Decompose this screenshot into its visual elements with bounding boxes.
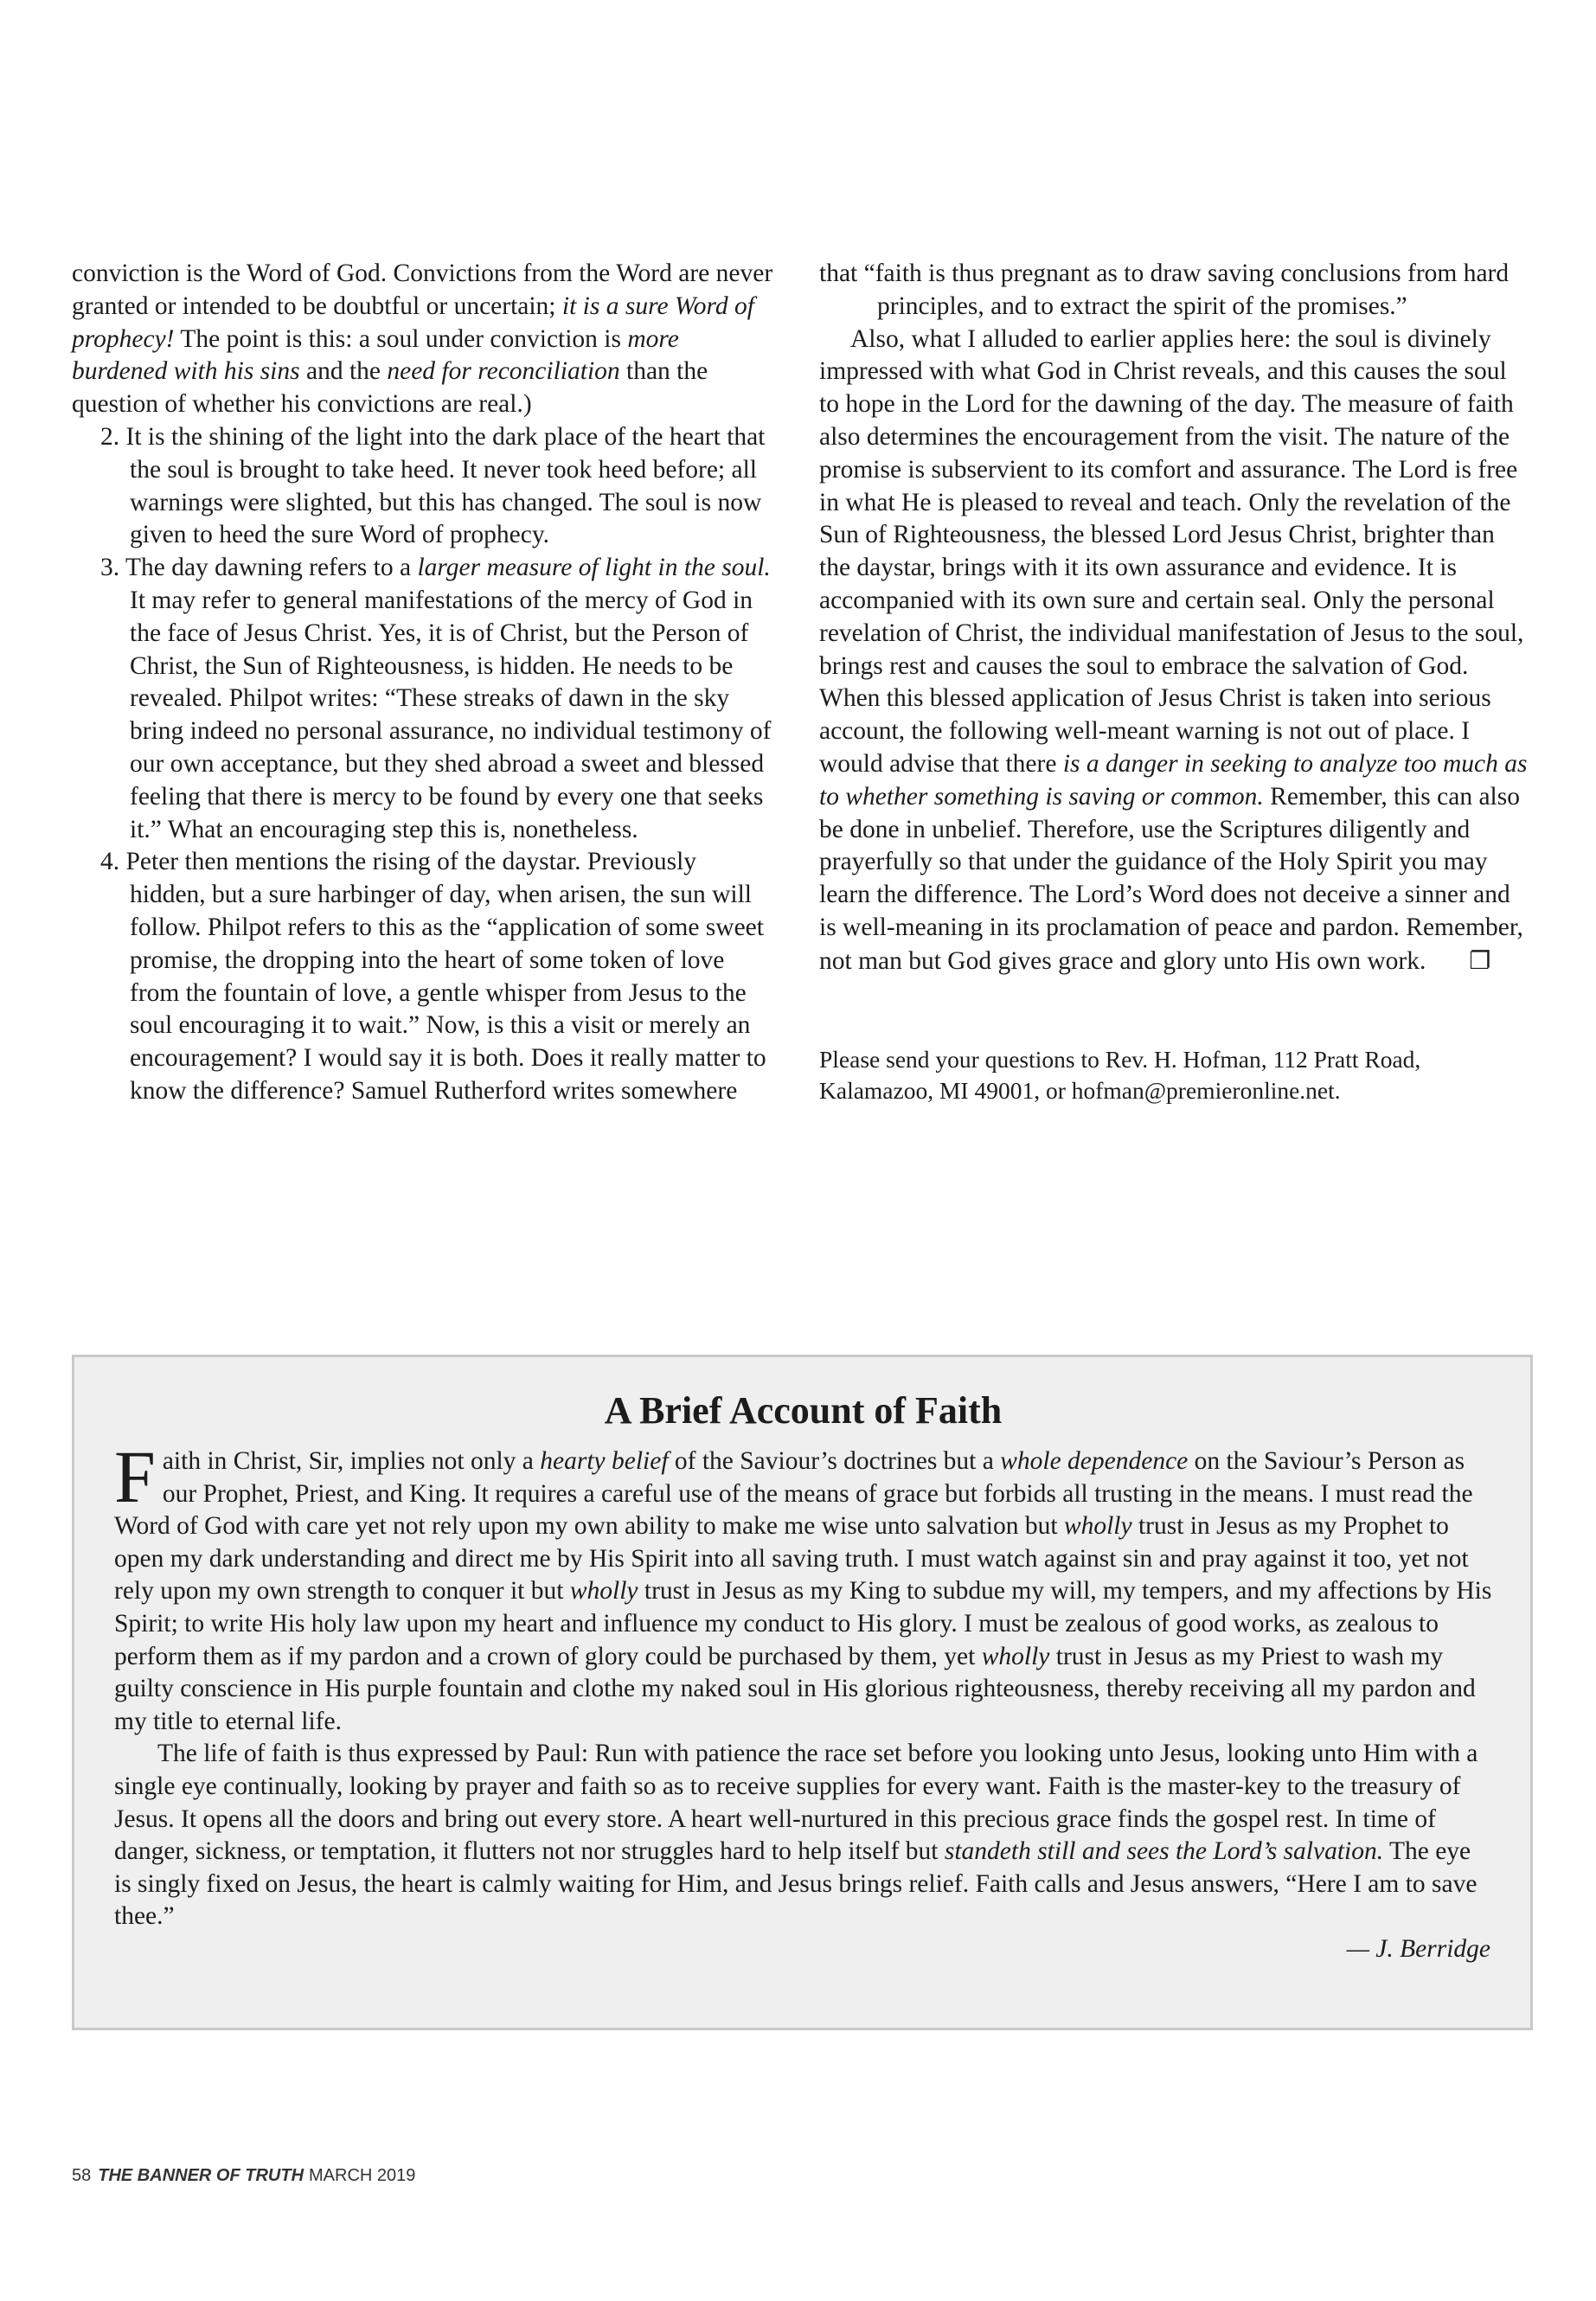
list-item: 3. The day dawning refers to a larger measure of light in the soul. It may refer to general manifestations of the mercy of God in the face of Jesus Christ. Yes, it is of Christ, but the Person of Christ, the Sun of Righteousness, is hidden. He needs to be revealed. Philpot writes: “These streaks of dawn in the sky bring indeed no personal assurance, no individual testimony of our own acceptance, but they shed abroad a sweet and blessed feeling that there is mercy to be found by every one that seeks it.” What an encouraging step this is, nonetheless. [100, 554, 772, 843]
page-footer [72, 2166, 415, 2186]
faith-paragraph-2: The life of faith is thus expressed by Paul: Run with patience the race set before you looking unto Jesus, looking unto Him with a single eye continually, looking by prayer and faith so as to receive supplies for every want. Faith is the master-key to the treasury of Jesus. It opens all the doors and bring out every store. A heart well-nurtured in this precious grace finds the gospel rest. In time of danger, sickness, or temptation, it flutters not nor struggles hard to help itself but standeth still and sees the Lord’s salvation. The eye is singly fixed on Jesus, the heart is calmly waiting for Him, and Jesus brings relief. Faith calls and Jesus answers, “Here I am to save thee.” [114, 1740, 1478, 1931]
faith-sidebar-box [72, 1355, 1533, 2030]
issue-date: MARCH 2019 [309, 2166, 416, 2185]
end-mark-icon: ❐ [1469, 945, 1491, 975]
body-paragraph: Also, what I alluded to earlier applies here: the soul is divinely impressed with what God in Christ reveals, and this causes the soul to hope in the Lord for the dawning of the day. The measure of faith also determines the encouragement from the visit. The nature of the promise is subservient to its comfort and assurance. The Lord is free in what He is pleased to reveal and teach. Only the revelation of the Sun of Righteousness, the blessed Lord Jesus Christ, brighter than the daystar, brings with it its own assurance and evidence. It is accompanied with its own sure and certain seal. Only the personal revelation of Christ, the individual manifestation of Jesus to the soul, brings rest and causes the soul to embrace the salvation of God. When this blessed application of Jesus Christ is taken into serious account, the following well-meant warning is not out of place. I would advise that there is a danger in seeking to analyze too much as to whether something is saving or common. Remember, this can also be done in unbelief. Therefore, use the Scriptures diligently and prayerfully so that under the guidance of the Holy Spirit you may learn the difference. The Lord’s Word does not deceive a sinner and is well-meaning in its proclamation of peace and pardon. Remember, not man but God gives grace and glory unto His own work. ❐ [819, 324, 1530, 978]
page-number: 58 [72, 2166, 92, 2185]
quote-continuation: that “faith is thus pregnant as to draw saving conclusions from hard principles, and to extract the spirit of the promises.” [819, 260, 1509, 320]
questions-note: Please send your questions to Rev. H. Hofman, 112 Pratt Road, Kalamazoo, MI 49001, or hofman@premieronline.net. [819, 1045, 1421, 1104]
magazine-title: THE BANNER OF TRUTH [98, 2166, 304, 2185]
left-column [72, 258, 777, 1108]
list-item: 4. Peter then mentions the rising of the daystar. Previously hidden, but a sure harbinger of day, when arisen, the sun will follow. Philpot refers to this as the “application of some sweet promise, the dropping into the heart of some token of love from the fountain of love, a gentle whisper from Jesus to the soul encouraging it to wait.” Now, is this a visit or merely an encouragement? I would say it is both. Does it really matter to know the difference? Samuel Rutherford writes somewhere [100, 848, 766, 1105]
box-title: A Brief Account of Faith [604, 1389, 1003, 1432]
intro-paragraph: conviction is the Word of God. Convictions from the Word are never granted or intended to be doubtful or uncertain; it is a sure Word of prophecy! The point is this: a soul under conviction is more burdened with his sins and the need for reconciliation than the question of whether his convictions are real.) [72, 260, 773, 419]
numbered-list [72, 421, 777, 1108]
drop-cap: F [114, 1435, 156, 1518]
attribution: — J. Berridge [1346, 1934, 1490, 1963]
faith-paragraph-1: Faith in Christ, Sir, implies not only a hearty belief of the Saviour’s doctrines but a whole dependence on the Saviour’s Person as our Prophet, Priest, and King. It requires a careful use of the means of grace but forbids all trusting in the means. I must read the Word of God with care yet not rely upon my own ability to make me wise unto salvation but wholly trust in Jesus as my Prophet to open my dark understanding and direct me by His Spirit into all saving truth. I must watch against sin and pray against it too, yet not rely upon my own strength to conquer it but wholly trust in Jesus as my King to subdue my will, my tempers, and my affections by His Spirit; to write His holy law upon my heart and influence my conduct to His glory. I must be zealous of good works, as zealous to perform them as if my pardon and a crown of glory could be purchased by them, yet wholly trust in Jesus as my Priest to wash my guilty conscience in His purple fountain and clothe my naked soul in His glorious righteousness, thereby receiving all my pardon and my title to eternal life. [114, 1435, 1492, 1735]
right-column [819, 258, 1530, 1106]
list-item: 2. It is the shining of the light into the dark place of the heart that the soul is brought to take heed. It never took heed before; all warnings were slighted, but this has changed. The soul is now given to heed the sure Word of prophecy. [100, 422, 766, 549]
